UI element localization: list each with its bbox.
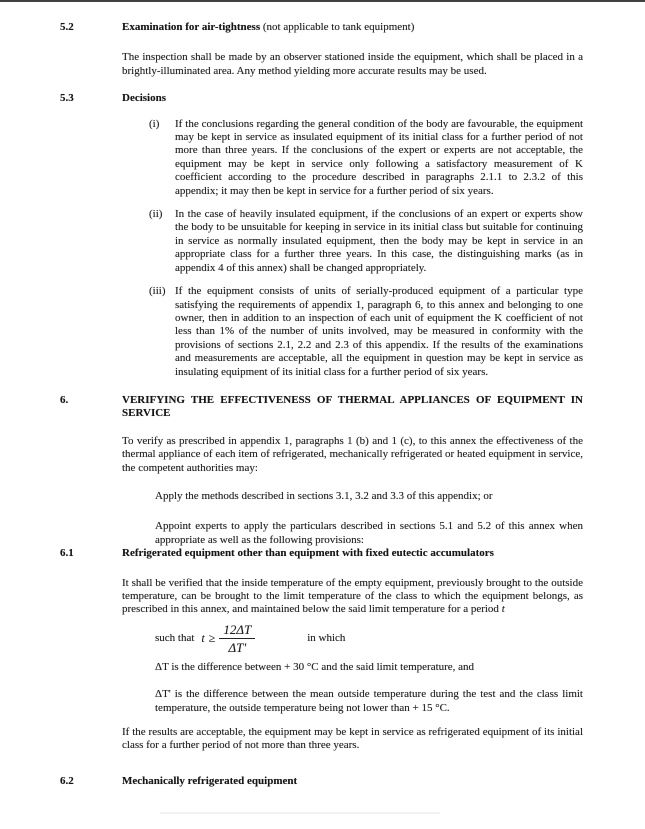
fraction-numerator: 12ΔT	[219, 622, 255, 639]
list-text: If the equipment consists of units of serially-produced equipment of a particular type satisfying the requirements of appendix 1, paragraph 6, to this annex and belonging to one owner, then in addition to an inspection of each unit of equipment the K coefficient of not less than 1% of the number of units involved, may be measured in conformity with the provisions of sections 2.1, 2.2 and 2.3 of this appendix. If the results of the examinations and measurements are acceptable, all the equipment in question may be kept in service as insulating equipment of its initial class for a further period of six years.	[175, 285, 583, 378]
section-5-2-body-row	[0, 51, 645, 78]
section-number: 5.3	[60, 92, 74, 105]
heading-normal-text: (not applicable to tank equipment)	[260, 21, 415, 33]
list-marker: (iii)	[149, 285, 166, 298]
section-6-2-heading-row	[0, 775, 645, 788]
variable-t: t	[501, 603, 505, 616]
delta-t-prime-definition-row	[0, 688, 645, 715]
list-text: In the case of heavily insulated equipment, if the conclusions of an expert or experts show the body to be unsuitable for keeping in service in its initial class but suitable for continuing in service as normally insulated equipment, then the body may be kept in service in an appropriate class for a further three years. In this case, the distinguishing marks (as in appendix 4 of this annex) shall be changed appropriately.	[175, 208, 583, 274]
section-number: 6.1	[60, 547, 74, 560]
greater-equal-sign: ≥	[208, 631, 216, 646]
section-6-1-body-row	[0, 577, 645, 617]
fraction-denominator: ΔT'	[228, 640, 247, 656]
section-6-intro-row	[0, 435, 645, 475]
section-number: 6.2	[60, 774, 74, 787]
list-item-iii-row	[0, 285, 645, 379]
section-6-heading-row	[0, 394, 645, 421]
paragraph	[122, 577, 583, 617]
paragraph: The inspection shall be made by an observer stationed inside the equipment, which shall be placed in a brightly-illuminated area. Any method yielding more accurate results may be used.	[122, 51, 583, 77]
list-marker: (ii)	[149, 208, 163, 221]
section-6-1-heading-row	[0, 547, 645, 560]
sub-paragraph: Apply the methods described in sections 3.1, 3.2 and 3.3 of this appendix; or	[155, 489, 493, 502]
list-text: If the conclusions regarding the general condition of the body are favourable, the equipment may be kept in service as insulated equipment of its initial class for a further period of not more than three years. If the conclusions of the expert or experts are not acceptable, the equipment may be kept in service only following a satisfactory measurement of K coefficient according to the procedure described in paragraphs 2.1.1 to 2.3.2 of this appendix; it may then be kept in service for a further period of six years.	[175, 117, 583, 197]
section-number: 6.	[60, 393, 69, 406]
section-heading: Mechanically refrigerated equipment	[122, 774, 298, 787]
formula-prefix: such that	[155, 632, 195, 645]
sub-paragraph: Appoint experts to apply the particulars described in sections 5.1 and 5.2 of this annex when appropriate as well as the following provisions:	[155, 520, 583, 546]
heading-bold-text: Examination for air-tightness	[122, 21, 261, 33]
formula-block-row	[0, 617, 645, 661]
paragraph: If the results are acceptable, the equipment may be kept in service as refrigerated equipment of its initial class for a further period of not more than three years.	[122, 726, 583, 752]
section-5-2-heading-row	[0, 21, 645, 34]
paragraph-text: It shall be verified that the inside temperature of the empty equipment, previously brought to the outside temperature, can be brought to the limit temperature of the class to which the equipment belongs, as prescribed in this annex, and maintained below the said limit temperature for a period	[122, 576, 583, 616]
definition-text: ΔT is the difference between + 30 °C and the said limit temperature, and	[155, 660, 475, 673]
section-6-option2-row	[0, 520, 645, 547]
definition-text: ΔT' is the difference between the mean outside temperature during the test and the class limit temperature, the outside temperature being not lower than + 15 °C.	[155, 688, 583, 714]
formula-suffix: in which	[307, 632, 346, 645]
fraction	[219, 622, 255, 655]
section-5-3-heading-row	[0, 92, 645, 105]
scan-artifact	[160, 812, 440, 814]
list-item	[122, 285, 583, 379]
list-item-ii-row	[0, 208, 645, 275]
section-number: 5.2	[60, 21, 74, 33]
section-heading: Decisions	[122, 92, 166, 105]
formula	[155, 617, 583, 661]
top-horizontal-rule	[0, 0, 645, 2]
list-item	[122, 208, 583, 275]
section-6-option1-row	[0, 490, 645, 503]
section-heading	[122, 21, 583, 34]
section-6-1-closing-row	[0, 726, 645, 753]
list-item	[122, 118, 583, 198]
list-marker: (i)	[149, 117, 160, 130]
list-item-i-row	[0, 118, 645, 198]
section-heading: Refrigerated equipment other than equipment with fixed eutectic accumulators	[122, 547, 494, 560]
paragraph: To verify as prescribed in appendix 1, paragraphs 1 (b) and 1 (c), to this annex the effectiveness of the thermal appliance of each item of refrigerated, mechanically refrigerated or heated equipment in service, the competent authorities may:	[122, 434, 583, 474]
delta-t-definition-row	[0, 661, 645, 674]
formula-variable: t	[201, 631, 205, 646]
section-heading: VERIFYING THE EFFECTIVENESS OF THERMAL APPLIANCES OF EQUIPMENT IN SERVICE	[122, 393, 583, 420]
